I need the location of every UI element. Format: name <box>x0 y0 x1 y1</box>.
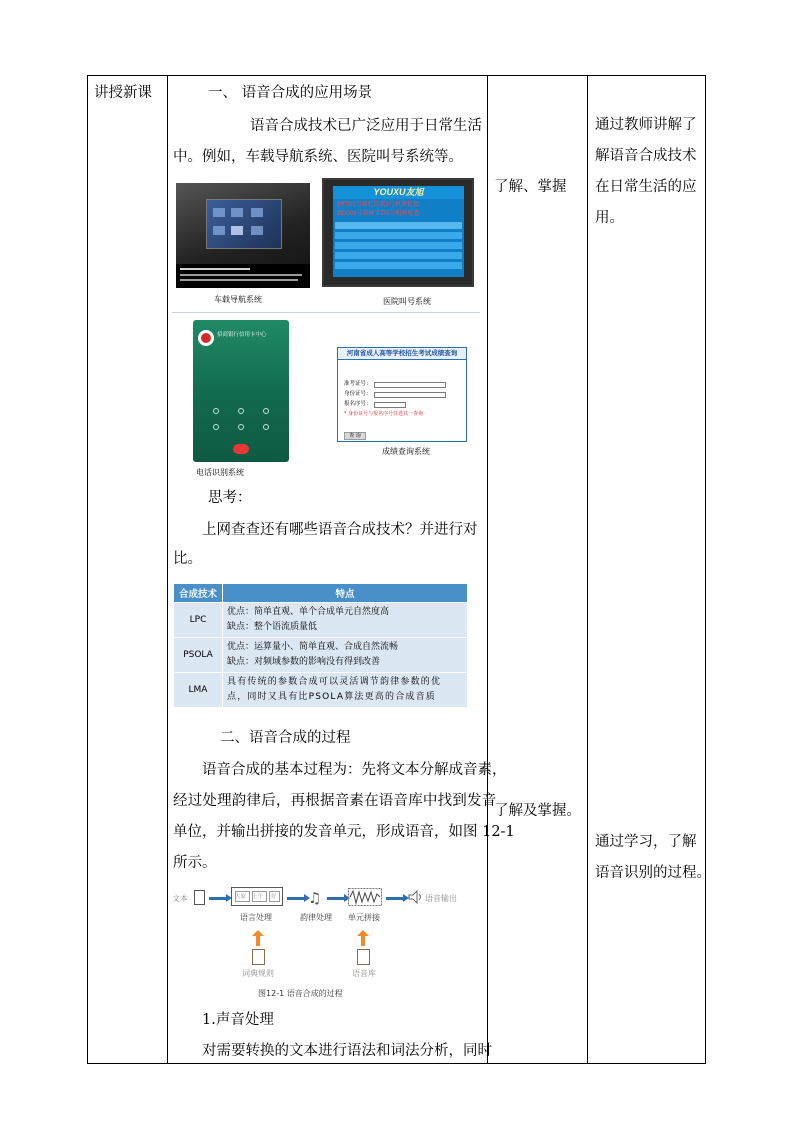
section2-title: 二、语音合成的过程 <box>220 730 351 746</box>
table-cell: PSOLA <box>174 638 223 673</box>
intro-line: 中。例如，车载导航系统、医院叫号系统等。 <box>173 149 463 165</box>
diagram-caption: 图12-1 语音合成的过程 <box>258 989 343 998</box>
text-segments-box: 大家 上午 好 <box>231 887 283 906</box>
hospital-line: 请F001号郎旺饮到2号机房检查 <box>336 202 420 208</box>
process-line: 经过处理韵律后，再根据音素在语音库中找到发音 <box>173 793 497 809</box>
sub1-title: 1.声音处理 <box>202 1012 274 1028</box>
voice-library-icon <box>357 949 370 965</box>
music-note-icon: ♫ <box>308 889 322 907</box>
car-navigation-image <box>176 183 310 288</box>
dictionary-icon <box>252 949 265 965</box>
stage-label: 单元拼接 <box>348 913 380 922</box>
phone-call-image <box>193 320 289 462</box>
hospital-screen-title: YOUXU友旭 <box>333 186 464 199</box>
phone-caller: 招商银行信用卡中心 <box>217 332 267 338</box>
table-cell: 具有传统的参数合成可以灵活调节韵律参数的优 点，同时又具有比PSOLA算法更高的合成音质 <box>223 673 468 708</box>
query-button: 查 询 <box>344 432 366 440</box>
hospital-queue-image <box>322 178 474 287</box>
diagram-text-in: 文本 <box>172 894 188 903</box>
synthesis-process-diagram <box>172 885 472 1000</box>
think-label: 思考： <box>208 490 252 506</box>
stage-label: 语言处理 <box>240 913 272 922</box>
score-query-image <box>337 347 467 442</box>
design-intent: 在日常生活的应 <box>595 179 697 195</box>
table-row <box>174 603 468 638</box>
student-activity: 了解及掌握。 <box>494 803 581 819</box>
table-header: 合成技术 <box>174 584 223 603</box>
diagram-dict: 词典规则 <box>242 969 274 978</box>
query-label: 成绩查询系统 <box>382 447 430 456</box>
car-nav-label: 车载导航系统 <box>214 295 262 304</box>
design-intent: 解语音合成技术 <box>595 148 697 164</box>
speaker-icon <box>407 889 423 905</box>
query-field: 准考证号： <box>344 381 372 387</box>
bank-logo-icon <box>198 330 214 346</box>
hospital-label: 医院叫号系统 <box>383 297 431 306</box>
hospital-line: 请D003号郭蟑宇到5号机房检查 <box>336 211 420 217</box>
hangup-icon <box>233 444 249 454</box>
section1-title: 一、 语音合成的应用场景 <box>208 85 373 101</box>
phone-label: 电话识别系统 <box>196 468 244 477</box>
diagram-lib: 语音库 <box>352 969 376 978</box>
design-intent: 通过教师讲解了 <box>595 117 697 133</box>
query-title: 河南省成人高等学校招生考试成绩查询 <box>338 348 466 360</box>
process-line: 所示。 <box>173 855 217 871</box>
think-line: 比。 <box>173 551 202 567</box>
intro-line: 语音合成技术已广泛应用于日常生活 <box>250 118 482 134</box>
diagram-voice-out: 语音输出 <box>425 894 457 903</box>
stage-label: 韵律处理 <box>300 913 332 922</box>
divider <box>172 312 480 313</box>
row-header: 讲授新课 <box>94 85 152 101</box>
table-row <box>174 638 468 673</box>
query-note: * 身份证号与报名序号任选其一查询 <box>344 411 424 417</box>
column-divider <box>487 75 488 1064</box>
design-intent: 通过学习，了解 <box>595 834 697 850</box>
table-cell: LPC <box>174 603 223 638</box>
table-cell: 优点：简单直观、单个合成单元自然度高 缺点：整个语流质量低 <box>223 603 468 638</box>
table-header: 特点 <box>223 584 468 603</box>
table-cell: LMA <box>174 673 223 708</box>
table-cell: 优点：运算量小、简单直观、合成自然流畅 缺点：对频域参数的影响没有得到改善 <box>223 638 468 673</box>
comparison-table <box>173 583 468 708</box>
table-row <box>174 673 468 708</box>
column-divider <box>167 75 168 1064</box>
document-icon <box>194 890 205 905</box>
column-divider <box>587 75 588 1064</box>
process-line: 单位，并输出拼接的发音单元，形成语音，如图 12-1 <box>173 824 515 840</box>
sub1-line: 对需要转换的文本进行语法和词法分析，同时 <box>202 1043 492 1059</box>
query-field: 报名序号： <box>344 401 372 407</box>
student-activity: 了解、掌握 <box>494 179 567 195</box>
think-line: 上网查查还有哪些语音合成技术？并进行对 <box>202 522 478 538</box>
waveform-icon <box>348 888 382 906</box>
design-intent: 语音识别的过程。 <box>595 865 711 881</box>
query-field: 身份证号： <box>344 391 372 397</box>
design-intent: 用。 <box>595 210 624 226</box>
process-line: 语音合成的基本过程为：先将文本分解成音素， <box>202 762 507 778</box>
